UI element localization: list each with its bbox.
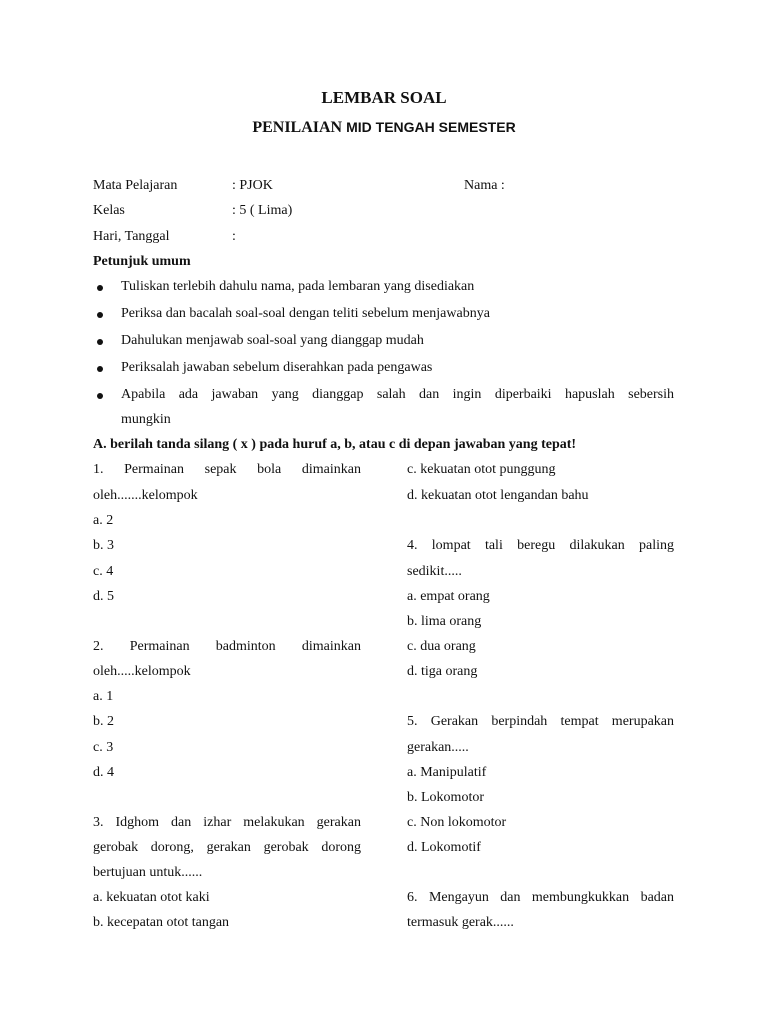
answer-option: d. tiga orang — [407, 664, 478, 679]
bullet-icon — [97, 312, 103, 318]
answer-option: c. 4 — [93, 564, 114, 579]
instruction-item: Periksa dan bacalah soal-soal dengan teliti sebelum menjawabnya — [121, 306, 490, 321]
answer-option: b. Lokomotor — [407, 790, 484, 805]
bullet-icon — [97, 285, 103, 291]
instructions-heading: Petunjuk umum — [93, 254, 191, 269]
question-text: gerobak dorong, gerakan gerobak dorong — [93, 840, 361, 855]
question-text: 1. Permainan sepak bola dimainkan — [93, 462, 361, 477]
question-text: 4. lompat tali beregu dilakukan paling — [407, 538, 674, 553]
name-label: Nama : — [464, 178, 505, 193]
question-text: sedikit..... — [407, 564, 462, 579]
answer-option: a. 2 — [93, 513, 114, 528]
question-text: 6. Mengayun dan membungkukkan badan — [407, 890, 674, 905]
bullet-icon — [97, 339, 103, 345]
page-title: LEMBAR SOAL — [321, 88, 447, 107]
date-value: : — [232, 229, 236, 244]
answer-option: b. 3 — [93, 538, 114, 553]
answer-option: a. 1 — [93, 689, 114, 704]
subtitle-serif: PENILAIAN — [252, 119, 343, 136]
question-text: 5. Gerakan berpindah tempat merupakan — [407, 714, 674, 729]
question-text: termasuk gerak...... — [407, 915, 514, 930]
answer-option: d. Lokomotif — [407, 840, 481, 855]
question-text: oleh.......kelompok — [93, 488, 198, 503]
class-label: Kelas — [93, 203, 125, 218]
answer-option: b. lima orang — [407, 614, 482, 629]
answer-option: d. 5 — [93, 589, 114, 604]
date-label: Hari, Tanggal — [93, 229, 170, 244]
question-text: gerakan..... — [407, 740, 469, 755]
answer-option: a. kekuatan otot kaki — [93, 890, 210, 905]
answer-option: b. 2 — [93, 714, 114, 729]
answer-option: d. 4 — [93, 765, 114, 780]
question-text: bertujuan untuk...... — [93, 865, 203, 880]
instruction-item: Apabila ada jawaban yang dianggap salah dan ingin diperbaiki hapuslah sebersih — [121, 387, 674, 402]
question-text: 2. Permainan badminton dimainkan — [93, 639, 361, 654]
answer-option: c. Non lokomotor — [407, 815, 507, 830]
instruction-item-continued: mungkin — [121, 412, 171, 427]
answer-option: a. Manipulatif — [407, 765, 487, 780]
answer-option: a. empat orang — [407, 589, 490, 604]
answer-option: d. kekuatan otot lengandan bahu — [407, 488, 589, 503]
instruction-item: Periksalah jawaban sebelum diserahkan pada pengawas — [121, 360, 433, 375]
question-text: 3. Idghom dan izhar melakukan gerakan — [93, 815, 361, 830]
answer-option: b. kecepatan otot tangan — [93, 915, 230, 930]
section-a-heading: A. berilah tanda silang ( x ) pada huruf a, b, atau c di depan jawaban yang tepat! — [93, 437, 577, 452]
bullet-icon — [97, 393, 103, 399]
answer-option: c. kekuatan otot punggung — [407, 462, 556, 477]
page-subtitle — [0, 119, 768, 137]
answer-option: c. dua orang — [407, 639, 476, 654]
instruction-item: Tuliskan terlebih dahulu nama, pada lembaran yang disediakan — [121, 279, 475, 294]
class-value: : 5 ( Lima) — [232, 203, 293, 218]
question-text: oleh.....kelompok — [93, 664, 191, 679]
subject-label: Mata Pelajaran — [93, 178, 178, 193]
answer-option: c. 3 — [93, 740, 114, 755]
subject-value: : PJOK — [232, 178, 273, 193]
subtitle-sans: MID TENGAH SEMESTER — [346, 119, 516, 135]
instruction-item: Dahulukan menjawab soal-soal yang dianggap mudah — [121, 333, 424, 348]
bullet-icon — [97, 366, 103, 372]
